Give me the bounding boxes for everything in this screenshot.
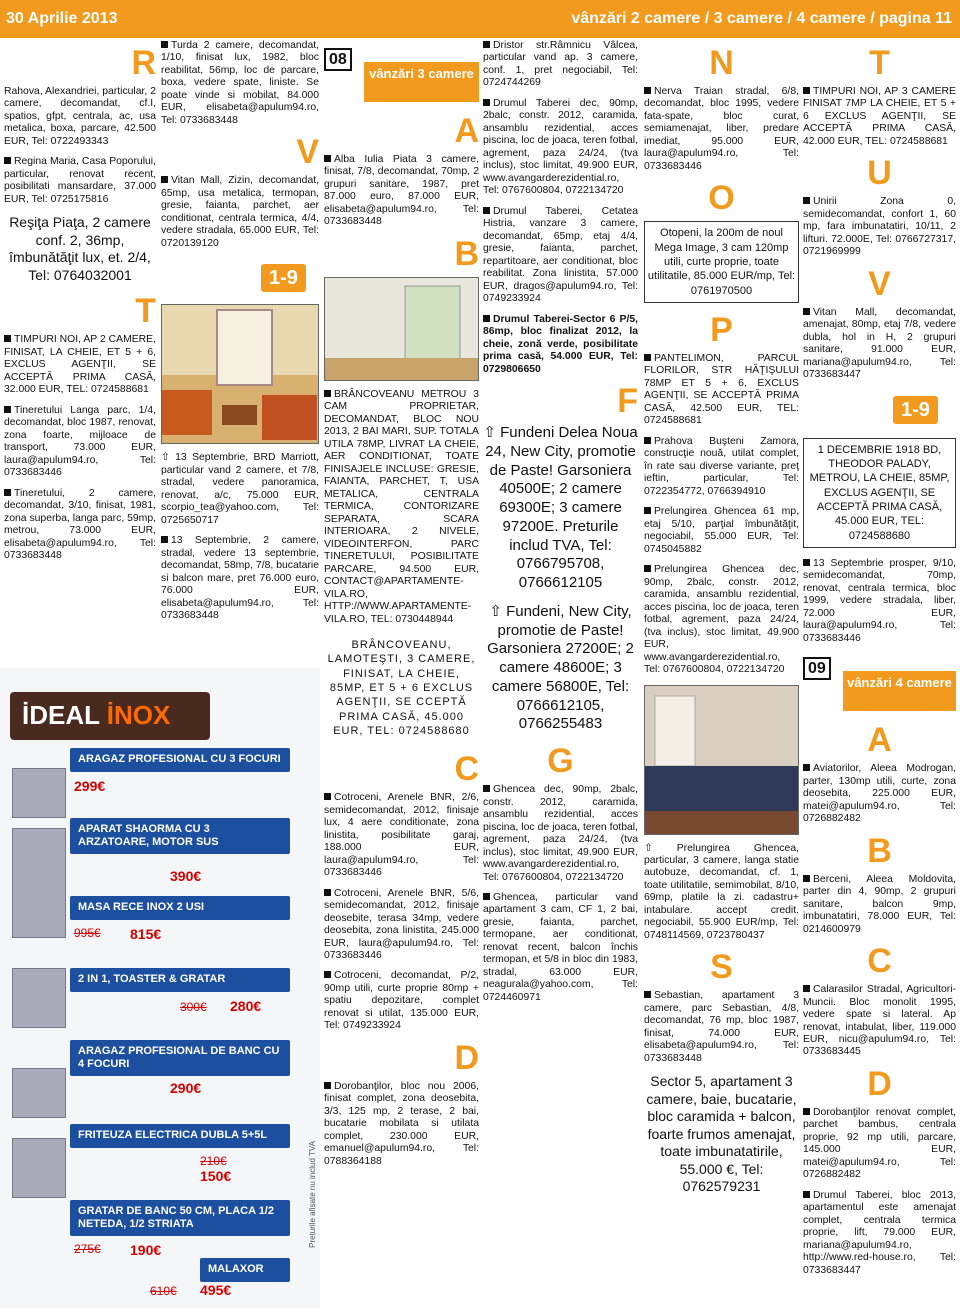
listing-fundeni-delea: ⇧ Fundeni Delea Noua 24, New City, promotie de Paste! Garsoniera 40500E; 2 camere 69300E; 3 camere 97200E. Preturile includ TVA, Tel: 0766795708, 0766612105 [483, 424, 638, 592]
listing-alba-iulia: Alba Iulia Piata 3 camere, finisat, 7/8, decomandat, 70mp, 2 grupuri sanitare, 1987, pret 87.000 euro, 87.000 EUR, elisabeta@apulum94.ro, Tel: 0733683448 [324, 154, 479, 228]
column-2 [161, 40, 319, 668]
bullet-icon [4, 406, 11, 413]
letter-s: S [710, 948, 733, 987]
listing-rahova: Rahova, Alexandriei, particular, 2 camere, decomandat, cf.I, spatios, gfpt, centrala, ac, usa metalica, boxa, parcare, 42.500 EUR, Tel: 0722493343 [4, 86, 156, 147]
listing-prelungirea-ghencea-2: Prelungirea Ghencea dec, 90mp, 2balc, constr. 2012, caramida, ansamblu rezidential, acces piscina, loc de joaca, teren fotbal, agrement, paza 24/24, (tva inclus), stoc limitat, 49.900 EUR, www.avangarderezidential.ro, Tel: 0767600804, 0722134720 [644, 564, 799, 676]
bullet-icon [803, 875, 810, 882]
listing-dristor: Dristor str.Râmnicu Vâlcea, particular vand ap. 3 camere, conf. 1, pret negociabil, Tel: 0724744269 [483, 40, 638, 89]
section-title: vânzări 2 camere / 3 camere / 4 camere / pagina 11 [571, 10, 952, 27]
listing-dorobantilor-4: Dorobanţilor renovat complet, parchet bambus, centrala proprie, 92 mp utili, parcare, 145.000 EUR, matei@apulum94.ro, Tel: 0726882482 [803, 1106, 956, 1181]
bullet-icon [483, 315, 490, 322]
sofa-photo [644, 685, 799, 835]
bullet-icon [803, 87, 810, 94]
letter-o: O [708, 179, 735, 218]
listing-brancoveanu-metrou: BRÂNCOVEANU METROU 3 CAM PROPRIETAR, DECOMANDAT, BLOC NOU 2013, 2 BAI MARI, SUP. TOTALA UTILA 78MP, LIVRAT LA CHEIE, AER CONDITIONAT, TOATE FINISAJELE INCLUSE: GRESIE, FAIANTA, PARCHET, T, USA METALICA, CENTRALA TERMICA, CONTORIZARE SEPARATA, SCARA INTERIOARA, 2 NIVELE, VIDEOINTERFON, PARC TINERETULUI, POSIBILITATE PARCARE, 94.500 EUR, CONTACT@APARTAMENTE-VILA.RO, HTTP://WWW.APARTAMENTE-VILA.RO, TEL: 0730448944 [324, 388, 479, 625]
listing-brancoveanu-lamotesti: BRÂNCOVEANU, LAMOTEŞTI, 3 CAMERE, FINISAT, LA CHEIE, 85MP, ET 5 + 6 EXCLUS AGENŢII, SE CCEPTĂ PRIMA CASĂ, 45.000 EUR, TEL: 0724588680 [327, 639, 476, 737]
bullet-icon [4, 335, 11, 342]
bullet-icon [644, 437, 651, 444]
bullet-icon [803, 197, 810, 204]
column-3 [324, 40, 479, 1308]
listing-prelungirea-ghencea-3: ⇧ Prelungirea Ghencea, particular, 3 camere, langa statie autobuze, decomandat, cf. 1, toate utilitatile, semimobilat, 8/10, 69mp, platile la zi. cadastru+ intabulare. accept credit. negociabil, 55.900 EUR/mp, Tel: 0748114569, 0723780437 [644, 842, 799, 941]
promo-title-3: MASA RECE INOX 2 USI [70, 896, 290, 920]
toaster-image [12, 968, 66, 1028]
listing-cotroceni-1: Cotroceni, Arenele BNR, 2/6, semidecomandat, 2012, finisaje lux, 4 aere conditionate, zona linistita, posibilitate garaj, 188.000 EUR, laura@apulum94.ro, Tel: 0733683446 [324, 792, 479, 879]
listing-vitan-mall-3: Vitan Mall, decomandat, amenajat, 80mp, etaj 7/8, vedere dubla, hol in H, 2 grupuri sanitare, 91.000 EUR, mariana@apulum94.ro, Tel: 0733683447 [803, 306, 956, 381]
promo-side-note: Preturile afisate nu includ TVA [308, 1141, 318, 1248]
promo-price-6: 150€ [200, 1168, 232, 1184]
promo-price-3: 815€ [130, 926, 162, 942]
bullet-icon [324, 793, 331, 800]
bullet-icon [161, 41, 168, 48]
promo-old-4: 300€ [180, 1000, 207, 1014]
listing-regina-maria: Regina Maria, Casa Poporului, particular, renovat recent, posibilitati mansardare, 37.000 EUR, Tel: 0725175816 [4, 156, 156, 205]
listing-drumul-taberei-4: Drumul Taberei, bloc 2013, apartamentul este amenajat complet, centrala termica proprie, lift, 79.000 EUR, mariana@apulum94.ro, http://www.red-house.ro, Tel: 0733683447 [803, 1189, 956, 1276]
promo-title-2: APARAT SHAORMA CU 3 ARZATOARE, MOTOR SUS [70, 818, 290, 854]
bullet-icon [803, 559, 810, 566]
listing-prelungirea-ghencea-1: Prelungirea Ghencea 61 mp, etaj 5/10, parţial îmbunătăţit, negociabil, 55.000 EUR, Tel: 0745045882 [644, 506, 799, 555]
bullet-icon [483, 207, 490, 214]
listing-turda: Turda 2 camere, decomandat, 1/10, finisat lux, 1982, bloc reabilitat, 56mp, loc de parcare, boxa, vedere spate, liniste. Se poate vinde si mobilat, 84.000 EUR, elisabeta@apulum94.ro, Tel: 0733683448 [161, 40, 319, 126]
promo-old-6: 210€ [200, 1154, 227, 1168]
listing-dorobantilor: Dorobanţilor, bloc nou 2006, finisat complet, zona deosebita, 3/3, 125 mp, 2 terase, 2 bai, bucatarie mobilata si utilata complet, 230.000 EUR, emanuel@apulum94.ro, Tel: 0788364188 [324, 1080, 479, 1167]
letter-t: T [869, 44, 890, 82]
bullet-icon [644, 991, 651, 998]
bullet-icon [644, 565, 651, 572]
letter-d: D [867, 1064, 892, 1103]
bullet-icon [803, 764, 810, 771]
banc-stove-image [12, 1068, 66, 1118]
listing-tineretului-2: Tineretului, 2 camere, decomandat, 3/10, finisat, 1981, zona superba, langa parc, 59mp, metrou, 73.000 EUR, elisabeta@apulum94.ro, Tel: 0733683448 [4, 487, 156, 562]
letter-t: T [135, 292, 156, 331]
promo-title-6: FRITEUZA ELECTRICA DUBLA 5+5L [70, 1124, 290, 1148]
shaorma-image [12, 828, 66, 938]
listing-prahova: Prahova Buşteni Zamora, construcţie nouă, utilat complet, în rate sau diverse variante, preţ ieftin, particular, Tel: 0722354772, 0766394910 [644, 435, 799, 497]
promo-title-7: GRATAR DE BANC 50 CM, PLACA 1/2 NETEDA, 1/2 STRIATA [70, 1200, 290, 1236]
arrow-up-icon: ⇧ [161, 452, 176, 464]
listing-vitan-mall: Vitan Mall, Zizin, decomandat, 65mp, usa metalica, termopan, gresie, faianta, parchet, aer conditionat, centrala termica, 4/4, vedere stradala, 65.000 EUR, Tel: 0720139120 [161, 175, 319, 249]
letter-v: V [868, 264, 891, 303]
promo-old-3: 995€ [74, 926, 101, 940]
bullet-icon [483, 99, 490, 106]
range-1-9: 1-9 [261, 264, 306, 292]
section-tag-3-camere [324, 44, 479, 104]
arrow-up-icon: ⇧ [483, 424, 501, 442]
bullet-icon [803, 985, 810, 992]
bullet-icon [4, 157, 11, 164]
section-label: vânzări 3 camere [364, 62, 479, 102]
letter-r: R [131, 44, 156, 82]
listing-cotroceni-3: Cotroceni, decomandat, P/2, 90mp utili, curte proprie 80mp + spatiu depozitare, complet renovat si utilat, 135.000 EUR, Tel: 0749233924 [324, 970, 479, 1032]
promo-price-2: 390€ [170, 868, 202, 884]
listing-13-septembrie-prosper: 13 Septembrie prosper, 9/10, semidecomandat, 70mp, renovat, centrala termica, bloc 1999, vedere stradala, liber, 72.000 EUR, laura@apulum94.ro, Tel: 0733683446 [803, 557, 956, 644]
column-6 [803, 40, 956, 1308]
listing-ghencea-2: Ghencea, particular vand apartament 3 cam, CF 1, 2 bai, gresie, faianta, parchet, termopane, aer conditionat, renovat recent, balcon închis termopan, et 5/8 in bloc din 1983, stradal, 63.000 EUR, neagurala@yahoo.com, Tel: 0724460971 [483, 891, 638, 1003]
letter-d: D [454, 1038, 479, 1077]
listing-otopeni: Otopeni, la 200m de noul Mega Image, 3 cam 120mp utili, curte proprie, toate utilitatile, 85.000 EUR/mp, Tel: 0761970500 [644, 221, 799, 302]
section-number: 08 [324, 48, 352, 71]
listing-timpuri-noi: TIMPURI NOI, AP 2 CAMERE, FINISAT, LA CHEIE, ET 5 + 6, EXCLUS AGENŢII, SE ACCEPTĂ PRIMA CASĂ, 32.000 EUR, TEL: 0724588681 [4, 334, 156, 396]
listing-1-decembrie: 1 DECEMBRIE 1918 BD, THEODOR PALADY, METROU, LA CHEIE, 85MP, EXCLUS AGENŢII, SE ACCEPTĂ PRIMA CASĂ, 45.000 EUR, TEL: 0724588680 [803, 438, 956, 548]
listing-timpuri-noi-3: TIMPURI NOI, AP 3 CAMERE FINISAT 7MP LA CHEIE, ET 5 + 6 EXCLUS AGENŢII, SE ACCEPTĂ PRIMA CASĂ, 42.000 EUR, TEL: 0724588681 [803, 86, 956, 147]
bullet-icon [803, 1108, 810, 1115]
bullet-icon [324, 971, 331, 978]
bullet-icon [324, 155, 331, 162]
friteuza-image [12, 1138, 66, 1198]
bullet-icon [161, 536, 168, 543]
letter-v: V [296, 133, 319, 172]
living-room-image [162, 305, 319, 444]
listing-drumul-taberei-3: Drumul Taberei-Sector 6 P/5, 86mp, bloc finalizat 2012, la cheie, zonă verde, posibilitate prima casă, 54.000 EUR, Tel: 0729806650 [483, 313, 638, 375]
letter-p: P [710, 310, 733, 349]
bullet-icon [324, 889, 331, 896]
room-image [325, 278, 479, 381]
bullet-icon [161, 176, 168, 183]
listing-resita: Reşiţa Piaţa, 2 camere conf. 2, 36mp, îmbunătăţit lux, et. 2/4, Tel: 0764032001 [9, 214, 151, 283]
column-4 [483, 40, 638, 1308]
promo-title-1: ARAGAZ PROFESIONAL CU 3 FOCURI [70, 748, 290, 772]
letter-a: A [454, 112, 479, 150]
listing-13-sept-2: 13 Septembrie, 2 camere, stradal, vedere 13 septembrie, decomandat, 58mp, 7/8, bucatarie si balcon mare, pret 76.000 euro, 76.000 EUR, elisabeta@apulum94.ro, Tel: 0733683448 [161, 535, 319, 622]
column-5 [644, 40, 799, 1308]
building-photo [324, 277, 479, 381]
promo-price-5: 290€ [170, 1080, 202, 1096]
bullet-icon [644, 354, 651, 361]
letter-c: C [454, 750, 479, 789]
letter-f: F [617, 382, 638, 421]
promo-title-8: MALAXOR [200, 1258, 290, 1282]
listing-13-sept-brd: ⇧ 13 Septembrie, BRD Marriott, particular vand 2 camere, et 7/8, stradal, vedere panoramica, renovat, a/c, 75.000 EUR, scorpio_tea@yahoo.com, Tel: 0725650717 [161, 452, 319, 526]
promo-price-8: 495€ [200, 1282, 232, 1298]
listing-unirii: Unirii Zona 0, semidecomandat, confort 1, 60 mp, fara imbunatatiri, 10/11, 2 lifturi. 72.000E, Tel: 0766727317, 0721969999 [803, 196, 956, 258]
apartment-photo [161, 304, 319, 444]
section-label: vânzări 4 camere [843, 671, 956, 711]
letter-b: B [867, 831, 892, 870]
listing-drumul-taberei-2: Drumul Taberei, Cetatea Histria, vanzare 3 camere, decomandat, 65mp, etaj 4/4, gresie, faianta, parchet, repartitoare, aer conditionat, bloc reabilitat. Zona linistita, 57.000 EUR, dragos@apulum94.ro, Tel: 0749233924 [483, 205, 638, 305]
promo-old-7: 275€ [74, 1242, 101, 1256]
bullet-icon [4, 489, 11, 496]
promo-price-7: 190€ [130, 1242, 162, 1258]
arrow-up-icon: ⇧ [644, 842, 677, 854]
letter-u: U [867, 154, 892, 193]
letter-c: C [867, 942, 892, 981]
listing-nerva-traian: Nerva Traian stradal, 6/8, decomandat, bloc 1995, vedere fata-spate, bloc curat, semiamenajat, liber, predare imediat, 95.000 EUR, laura@apulum94.ro, Tel: 0733683446 [644, 86, 799, 172]
section-tag-4-camere [803, 653, 956, 713]
arrow-up-icon: ⇧ [489, 602, 507, 620]
section-number: 09 [803, 657, 831, 680]
listing-fundeni-new-city: ⇧ Fundeni, New City, promotie de Paste! Garsoniera 27200E; 2 camere 48600E; 3 camere 56800E, Tel: 0766612105, 0766255483 [487, 602, 634, 733]
listing-aviatorilor: Aviatorilor, Aleea Modrogan, parter, 130mp utili, curte, zona deosebita, 225.000 EUR, matei@apulum94.ro, Tel: 0726882482 [803, 763, 956, 825]
listing-cotroceni-2: Cotroceni, Arenele BNR, 5/6, semidecomandat, 2012, finisaje deosebite, terasa 34mp, vedere deosebita, zona linistita, 245.000 EUR, laura@apulum94.ro, Tel: 0733683446 [324, 887, 479, 961]
bullet-icon [644, 87, 651, 94]
listing-tineretului-1: Tineretului Langa parc, 1/4, decomandat, bloc 1987, renovat, zona foarte, mijloace de transport, 73.000 EUR, laura@apulum94.ro, Tel: 0733683446 [4, 404, 156, 479]
bullet-icon [644, 507, 651, 514]
listing-sebastian: Sebastian, apartament 3 camere, parc Sebastian, 4/8, decomandat, 76 mp, bloc 1987, finisat, 74.000 EUR, elisabeta@apulum94.ro, Tel: 0733683448 [644, 990, 799, 1064]
listing-ghencea-1: Ghencea dec, 90mp, 2balc, constr. 2012, caramida, ansamblu rezidential, acces piscina, loc de joaca, teren fotbal, agrement, paza 24/24, (tva inclus), stoc limitat, 49.900 EUR, www.avangarderezidential.ro, Tel: 0767600804, 0722134720 [483, 784, 638, 883]
listing-calarasilor: Calarasilor Stradal, Agricultori-Muncii. Bloc monolit 1995, vedere spate si lateral. Ap renovat, intabulat, liber, 119.000 EUR, nicu@apulum94.ro, Tel: 0733683445 [803, 984, 956, 1058]
page-header [0, 0, 960, 38]
range-1-9: 1-9 [893, 396, 938, 424]
stove-image [12, 768, 66, 818]
listing-drumul-taberei-1: Drumul Taberei dec, 90mp, 2balc, constr. 2012, caramida, ansamblu rezidential, acces piscina, loc de joaca, teren fotbal, agrement, paza 24/24, (tva inclus), stoc limitat, 49.900 EUR, www.avangarderezidential.ro, Tel: 0767600804, 0722134720 [483, 97, 638, 197]
issue-date: 30 Aprilie 2013 [6, 10, 118, 27]
letter-g: G [547, 742, 574, 781]
ideal-inox-advert [0, 668, 320, 1308]
listing-berceni: Berceni, Aleea Moldovita, parter din 4, 90mp, 2 grupuri sanitare, balcon 9mp, imbunatatiri, 78.000 EUR, Tel: 0214600979 [803, 873, 956, 935]
sofa-room-image [645, 686, 799, 835]
letter-a: A [867, 721, 892, 760]
promo-title-5: ARAGAZ PROFESIONAL DE BANC CU 4 FOCURI [70, 1040, 290, 1076]
promo-price-1: 299€ [74, 778, 106, 794]
listing-pantelimon: PANTELIMON, PARCUL FLORILOR, STR HĂŢIŞULUI 78MP ET 5 + 6, EXCLUS AGENŢII, SE ACCEPTĂ PRIMA CASĂ, 42.500 EUR, TEL: 0724588681 [644, 352, 799, 427]
bullet-icon [483, 785, 490, 792]
letter-b: B [454, 234, 479, 273]
ideal-inox-logo: İDEAL İNOX [10, 692, 210, 740]
promo-old-8: 610€ [150, 1284, 177, 1298]
bullet-icon [483, 893, 490, 900]
bullet-icon [324, 1082, 331, 1089]
letter-n: N [709, 44, 734, 82]
bullet-icon [483, 41, 490, 48]
promo-price-4: 280€ [230, 998, 262, 1014]
bullet-icon [324, 390, 331, 397]
bullet-icon [803, 308, 810, 315]
bullet-icon [803, 1191, 810, 1198]
promo-title-4: 2 IN 1, TOASTER & GRATAR [70, 968, 290, 992]
listing-sector-5: Sector 5, apartament 3 camere, baie, bucatarie, bloc caramida + balcon, foarte frumos amenajat, toate imbunatatirile, 55.000 €, Tel: 0762579231 [646, 1073, 797, 1195]
